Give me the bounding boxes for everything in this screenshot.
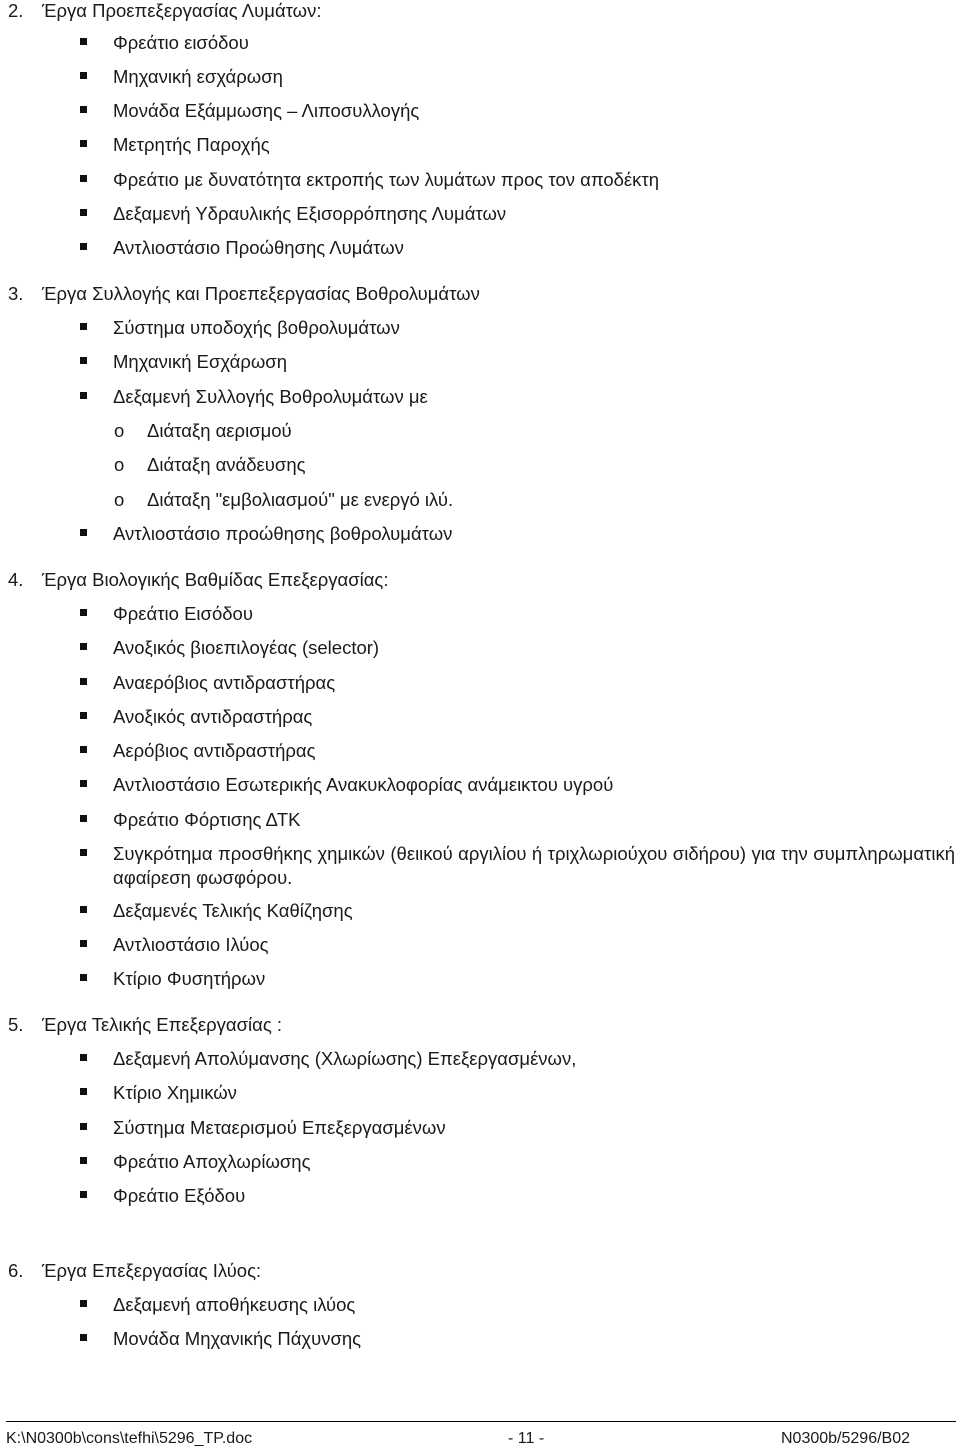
footer-document-code: N0300b/5296/B02	[781, 1430, 910, 1447]
square-bullet-icon	[80, 1054, 87, 1061]
square-bullet-icon	[80, 712, 87, 719]
square-bullet-icon	[80, 106, 87, 113]
square-bullet-icon	[80, 609, 87, 616]
square-bullet-icon	[80, 140, 87, 147]
square-bullet-icon	[80, 243, 87, 250]
section-title: Έργα Βιολογικής Βαθμίδας Επεξεργασίας:	[42, 569, 389, 590]
square-bullet-icon	[80, 678, 87, 685]
square-bullet-icon	[80, 357, 87, 364]
section-title: Έργα Τελικής Επεξεργασίας :	[42, 1014, 283, 1035]
section-title: Έργα Επεξεργασίας Ιλύος:	[42, 1260, 262, 1281]
section-number: 6.	[8, 1260, 24, 1281]
square-bullet-icon	[80, 175, 87, 182]
square-bullet-icon	[80, 209, 87, 216]
square-bullet-icon	[80, 746, 87, 753]
square-bullet-icon	[80, 1123, 87, 1130]
footer-page-number: - 11 -	[508, 1430, 545, 1447]
square-bullet-icon	[80, 849, 87, 856]
square-bullet-icon	[80, 38, 87, 45]
square-bullet-icon	[80, 72, 87, 79]
circle-bullet-icon: o	[114, 489, 125, 510]
square-bullet-icon	[80, 940, 87, 947]
section-number: 3.	[8, 283, 24, 304]
square-bullet-icon	[80, 529, 87, 536]
section-title: Έργα Συλλογής και Προεπεξεργασίας Βοθρολυμάτων	[42, 283, 480, 304]
circle-bullet-icon: o	[114, 454, 125, 475]
document-page: 2. Έργα Προεπεξεργασίας Λυμάτων: Φρεάτιο εισόδου Μηχανική εσχάρωση Μονάδα Εξάμμωσης – Λιποσυλλογής Μετρητής Παροχής Φρεάτιο με δυνατότητα εκτροπής των λυμάτων προς τον αποδέκτη Δεξαμενή Υδραυλικής Εξισορρόπησης Λυμάτων Αντλιοστάσιο Προώθησης Λυμάτων 3. Έργα Συλλογής και Προεπεξεργασίας Βοθρολυμάτων Σύστημα υποδοχής βοθρολυμάτων Μηχανική Εσχάρωση Δεξαμενή Συλλογής Βοθρολυμάτων με o Διάταξη αερισμού o Διάταξη ανάδευσης o Διάταξη "εμβολιασμού" με ενεργό ιλύ. Αντλιοστάσιο προώθησης βοθρολυμάτων 4. Έργα Βιολογικής Βαθμίδας Επεξεργασίας: Φρεάτιο Εισόδου Ανοξικός βιοεπιλογέας (selector) Αναερόβιος αντιδραστήρας Ανοξικός αντιδραστήρας Αερόβιος αντιδραστήρας Αντλιοστάσιο Εσωτερικής Ανακυκλοφορίας ανάμεικτου υγρού Φρεάτιο Φόρτισης ΔΤΚ Συγκρότημα προσθήκης χημικών (θειικού αργιλίου ή τριχλωριούχου σιδήρου) για την συμπληρωματική αφαίρεση φωσφόρου. Δεξαμενές Τελικής Καθίζησης Αντλιοστάσιο Ιλύος Κτίριο Φυσητήρων 5. Έργα Τελικής Επεξεργασίας : Δεξαμενή Απολύμανσης (Χλωρίωσης) Επεξεργασμένων, Κτίριο Χημικών Σύστημα Μεταερισμού Επεξεργασμένων Φρεάτιο Αποχλωρίωσης Φρεάτιο Εξόδου 6. Έργα Επεξεργασίας Ιλύος: Δεξαμενή αποθήκευσης ιλύος Μονάδα Μηχανικής Πάχυνσης K:\N0300b\cons\tefhi\5296_TP.doc - 11 - N0300b/5296/B02	[6, 0, 955, 1447]
square-bullet-icon	[80, 1088, 87, 1095]
square-bullet-icon	[80, 815, 87, 822]
square-bullet-icon	[80, 643, 87, 650]
section-title: Έργα Προεπεξεργασίας Λυμάτων:	[42, 0, 322, 21]
section-number: 2.	[8, 0, 24, 21]
square-bullet-icon	[80, 906, 87, 913]
square-bullet-icon	[80, 392, 87, 399]
square-bullet-icon	[80, 1334, 87, 1341]
square-bullet-icon	[80, 974, 87, 981]
square-bullet-icon	[80, 780, 87, 787]
page-footer	[6, 1421, 956, 1447]
section-number: 5.	[8, 1014, 24, 1035]
circle-bullet-icon: o	[114, 420, 125, 441]
square-bullet-icon	[80, 1191, 87, 1198]
square-bullet-icon	[80, 1157, 87, 1164]
section-number: 4.	[8, 569, 24, 590]
square-bullet-icon	[80, 1300, 87, 1307]
square-bullet-icon	[80, 323, 87, 330]
footer-file-path: K:\N0300b\cons\tefhi\5296_TP.doc	[6, 1430, 253, 1447]
